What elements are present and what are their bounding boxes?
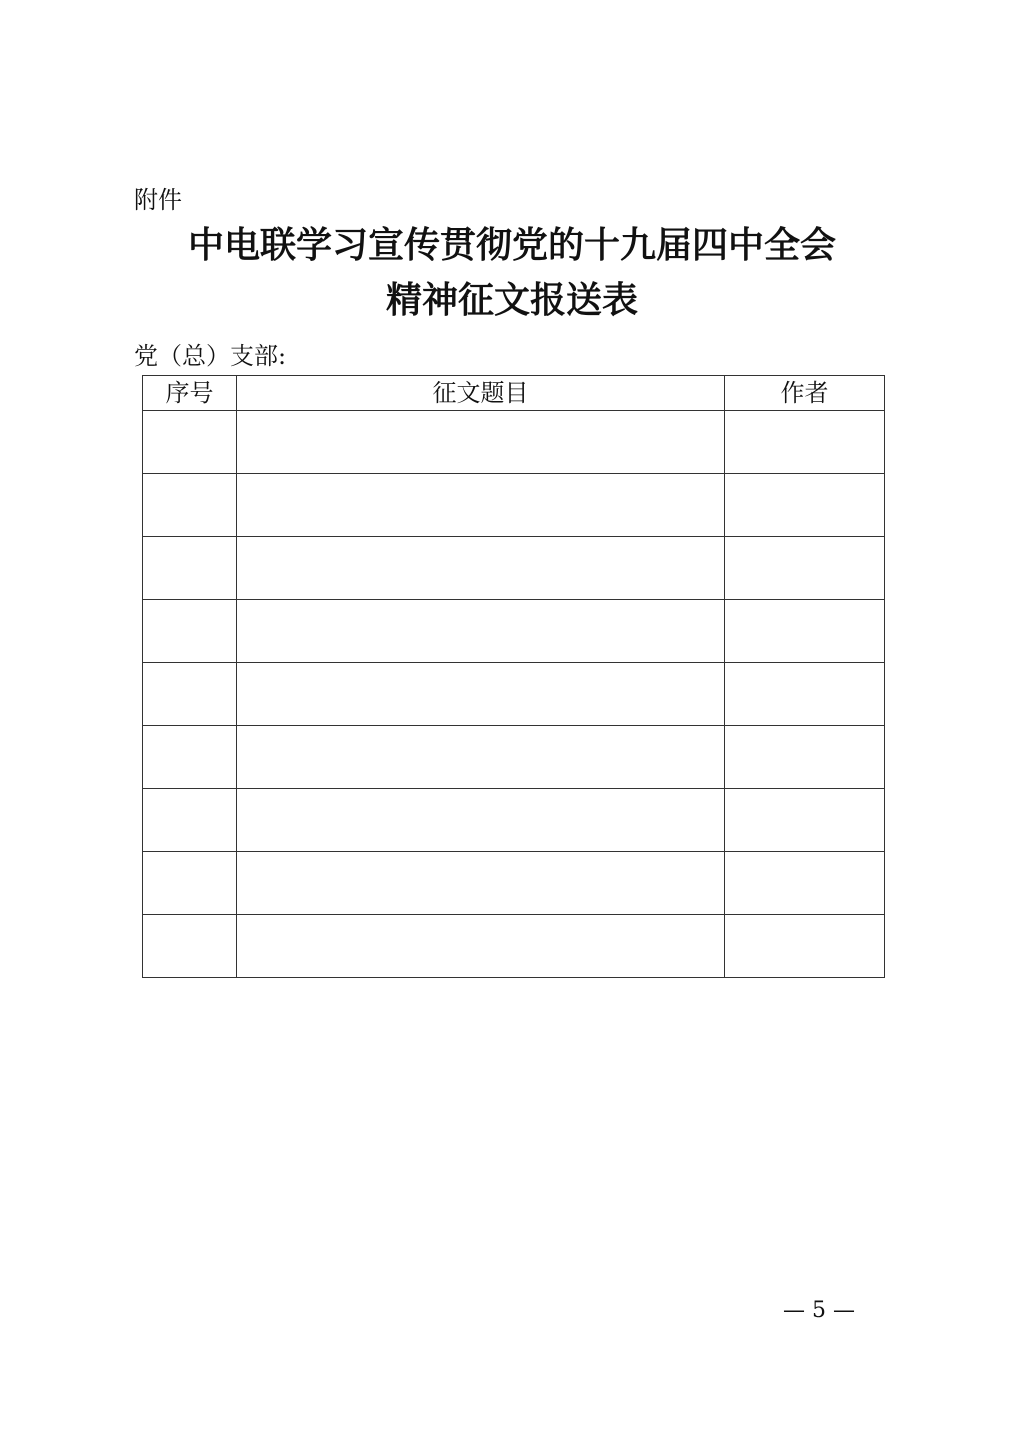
- cell-serial-number[interactable]: [143, 474, 237, 537]
- cell-serial-number[interactable]: [143, 726, 237, 789]
- header-author: 作者: [725, 376, 885, 411]
- table-row: [143, 789, 885, 852]
- cell-serial-number[interactable]: [143, 663, 237, 726]
- cell-essay-title[interactable]: [237, 663, 725, 726]
- cell-essay-title[interactable]: [237, 915, 725, 978]
- table-row: [143, 852, 885, 915]
- cell-serial-number[interactable]: [143, 411, 237, 474]
- cell-serial-number[interactable]: [143, 915, 237, 978]
- cell-author[interactable]: [725, 852, 885, 915]
- cell-serial-number[interactable]: [143, 789, 237, 852]
- cell-author[interactable]: [725, 663, 885, 726]
- table-row: [143, 474, 885, 537]
- document-title-line-2: 精神征文报送表: [385, 279, 638, 321]
- table-row: [143, 411, 885, 474]
- table-header-row: [143, 376, 885, 411]
- cell-serial-number[interactable]: [143, 852, 237, 915]
- table-row: [143, 726, 885, 789]
- table-row: [143, 537, 885, 600]
- cell-essay-title[interactable]: [237, 474, 725, 537]
- header-essay-title: 征文题目: [237, 376, 725, 411]
- party-branch-label: 党（总）支部:: [134, 342, 287, 370]
- cell-author[interactable]: [725, 537, 885, 600]
- cell-serial-number[interactable]: [143, 600, 237, 663]
- cell-essay-title[interactable]: [237, 537, 725, 600]
- cell-author[interactable]: [725, 789, 885, 852]
- table-row: [143, 915, 885, 978]
- cell-author[interactable]: [725, 726, 885, 789]
- cell-author[interactable]: [725, 600, 885, 663]
- attachment-label: 附件: [134, 186, 182, 214]
- cell-serial-number[interactable]: [143, 537, 237, 600]
- page-number: — 5 —: [783, 1298, 855, 1323]
- cell-essay-title[interactable]: [237, 411, 725, 474]
- cell-author[interactable]: [725, 915, 885, 978]
- table-row: [143, 600, 885, 663]
- table-row: [143, 663, 885, 726]
- cell-author[interactable]: [725, 411, 885, 474]
- cell-essay-title[interactable]: [237, 852, 725, 915]
- cell-essay-title[interactable]: [237, 600, 725, 663]
- submission-table: [142, 375, 885, 978]
- header-serial-number: 序号: [143, 376, 237, 411]
- cell-author[interactable]: [725, 474, 885, 537]
- cell-essay-title[interactable]: [237, 789, 725, 852]
- document-title-line-1: 中电联学习宣传贯彻党的十九届四中全会: [187, 224, 836, 266]
- cell-essay-title[interactable]: [237, 726, 725, 789]
